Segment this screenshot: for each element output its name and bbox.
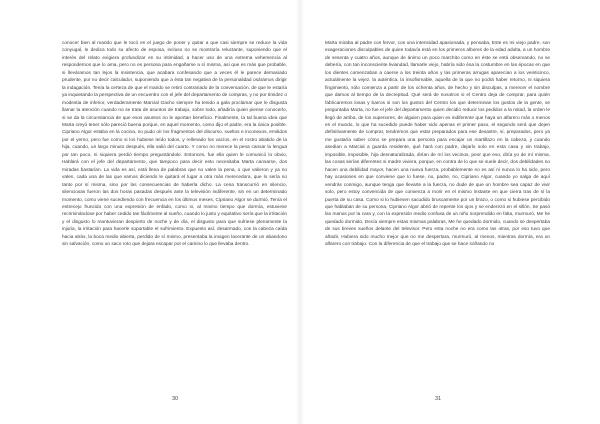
right-page bbox=[300, 0, 600, 424]
right-page-text: Marta miraba al padre con fervor, con una intensidad apasionada, y pensaba, Este es mi viejo padre, son exageraciones disculpables de quien todavía está en los primeros albores de la edad adulta, a un hombre de sesenta y cuatro años, aunque de ánimo un poco marchito como en éste se está observando, no se debería, con tan inconsciente liviandad, llamarle viejo, habría sido ésa la costumbre en las épocas en que los dientes comenzaban a caerse a los treinta años y las primeras arrugas aparecían a los veinticinco, actualmente la vejez, la auténtica, la insofismable, aquella de la que no podrá haber retorno, ni siquiera fingimiento, sólo comienza a partir de los ochenta años, de hecho y sin disculpas, a merecer el nombre que damos al tiempo de la decrepitud. Qué será de nosotros si el Centro deja de comprar, para quién fabricaremos losas y barros si son los gustos del Centro los que determinan los gustos de la gente, se preguntaba Marta, no fue el jefe del departamento quien decidió reducir los pedidos a la mitad, la orden le llegó de arriba, de los superiores, de alguien para quien es indiferente que haya un alfarero más o menos en el mundo, lo que ha sucedido puede haber sido apenas el primer paso, el segundo será que dejen definitivamente de comprar, tendremos que estar preparados para ese desastre, sí, preparados, pero ya me gustaría saber cómo se prepara una persona para encajar un martillazo en la cabeza, y cuando asedian a Marcial a guarda residente, qué hará con padre, dejarlo solo en esta casa y sin trabajo, imposible, imposible, hija desnaturalizada, dirían de mí los vecinos, peor que eso, diría yo de mí misma, las cosas serían diferentes si madre viviera, porque, en contra de lo que se suele decir, dos debilidades no hacen una debilidad mayor, hacen una nueva fuerza, probablemente no es así ni nunca lo ha sido, pero hay ocasiones en que conviene que lo fuese, no, padre, no, Cipriano Algor, cuando yo salga de aquí vendrás conmigo, aunque tenga que llevarte a la fuerza, no dude de que un hombre sea capaz de vivir solo, pero estoy convencida de que comienza a morir en el mismo instante en que cierra tras de sí la puerta de su casa. Como si lo hubiesen sacudido bruscamente por un brazo, o como si hubiese percibido que hablaban de su persona, Cipriano Algor abrió de repente los ojos y se enderezó en el sillón. Se pasó las manos por la cara y, con la expresión medio confusa de un niño sorprendido en falta, murmuró, Me he quedado dormido. Decía siempre estas mismas palabras, Me he quedado dormido, cuando se despertaba de sus breves sueños delante del televisor. Pero esta noche no era como las otras, por eso tuvo que añadir, Hubiera sido mucho mejor que no me despertara, murmuró, al menos, mientras dormía, era un alfarero con trabajo. Con la diferencia de que el trabajo que se hace soñando no bbox=[325, 41, 550, 248]
left-page-text: conocer bien al marido que le tocó en el juego de poner y quitar a que casi siempre se reduce la vida conyugal, le dedica todo su afecto de esposa, incluso no se mostraría reluctante, suponiendo que el interés del relato exigiera profundizar en su intimidad, a hacer uso de una extrema vehemencia al respondernos que lo ama, pero no es persona para engañarse a sí misma, así que es más que probable, si lleváramos tan lejos la insistencia, que acabara confesando que a veces él le parece demasiado prudente, por no decir calculador, suponiendo que a ésta tan negativa de la personalidad osáramos dirigir la indagación. Tenía la certeza de que el marido se retiró contrariado de la conversación, de que le estaría ya inquietando la perspectiva de un encuentro con el jefe del departamento de compras, y no por timidez o modestia de inferior, verdaderamente Marcial Gacho siempre ha tenido a gala proclamar que le disgusta llamar la atención cuando no se trata de asuntos de trabajo, sobre todo, añadiría quien piense conocerlo, si se da la circunstancia de que esos asuntos no le aportan beneficio. Finalmente, la tal buena idea que Marta creyó tener sólo pareció buena porque, en aquel momento, como dijo el padre, era la única posible. Cipriano Algor estaba en la cocina, no pudo oír los fragmentos del discurso, sueltos e inconexos, emitidos por el yerno, pero fue como si los hubiese leído todos, y rellenado los vacíos, en el rostro abatido de la hija, cuando, un largo minuto después, ella salió del cuarto. Y como no merece la pena cansar la lengua por tan poco, ni siquiera perdió tiempo preguntándole. Entonces, fue ella quien le comunicó lo obvio, Hablará con el jefe del departamento, que tampoco para decir esto necesitaba Marta cansarse, dos miradas bastarían. La vida es así, está llena de palabras que no valen la pena, o que valieron y ya no valen, cada una de las que vamos diciendo le quitará el lugar a otra más merecedora, que lo sería no tanto por sí misma, sino por las consecuencias de haberla dicho. La cena transcurrió en silencio, silenciosas fueron las dos horas pasadas después ante la televisión indiferente, sin en un determinado momento, como viene sucediendo con frecuencia en los últimos meses, Cipriano Algor se durmió. Tenía el entrecejo fruncido con una expresión de enfado, como si, al mismo tiempo que dormía, estuviese recriminándose por haber cedido tan fácilmente al sueño, cuando lo justo y equitativo sería que la irritación y el disgusto lo mantuvieran despierto de noche y de día, el disgusto para que sufriese plenamente la injuria, la irritación para hacerle soportable el sufrimiento. Expuesto así, desarmado, con la cabeza caída hacia atrás, la boca medio abierta, perdido de sí mismo, presentaba la imagen lacerante de un abandono sin salvación, como un saco roto que dejara escapar por el camino lo que llevaba dentro. bbox=[62, 41, 287, 248]
right-page-number: 31 bbox=[434, 396, 442, 402]
left-page-number: 30 bbox=[171, 396, 179, 402]
